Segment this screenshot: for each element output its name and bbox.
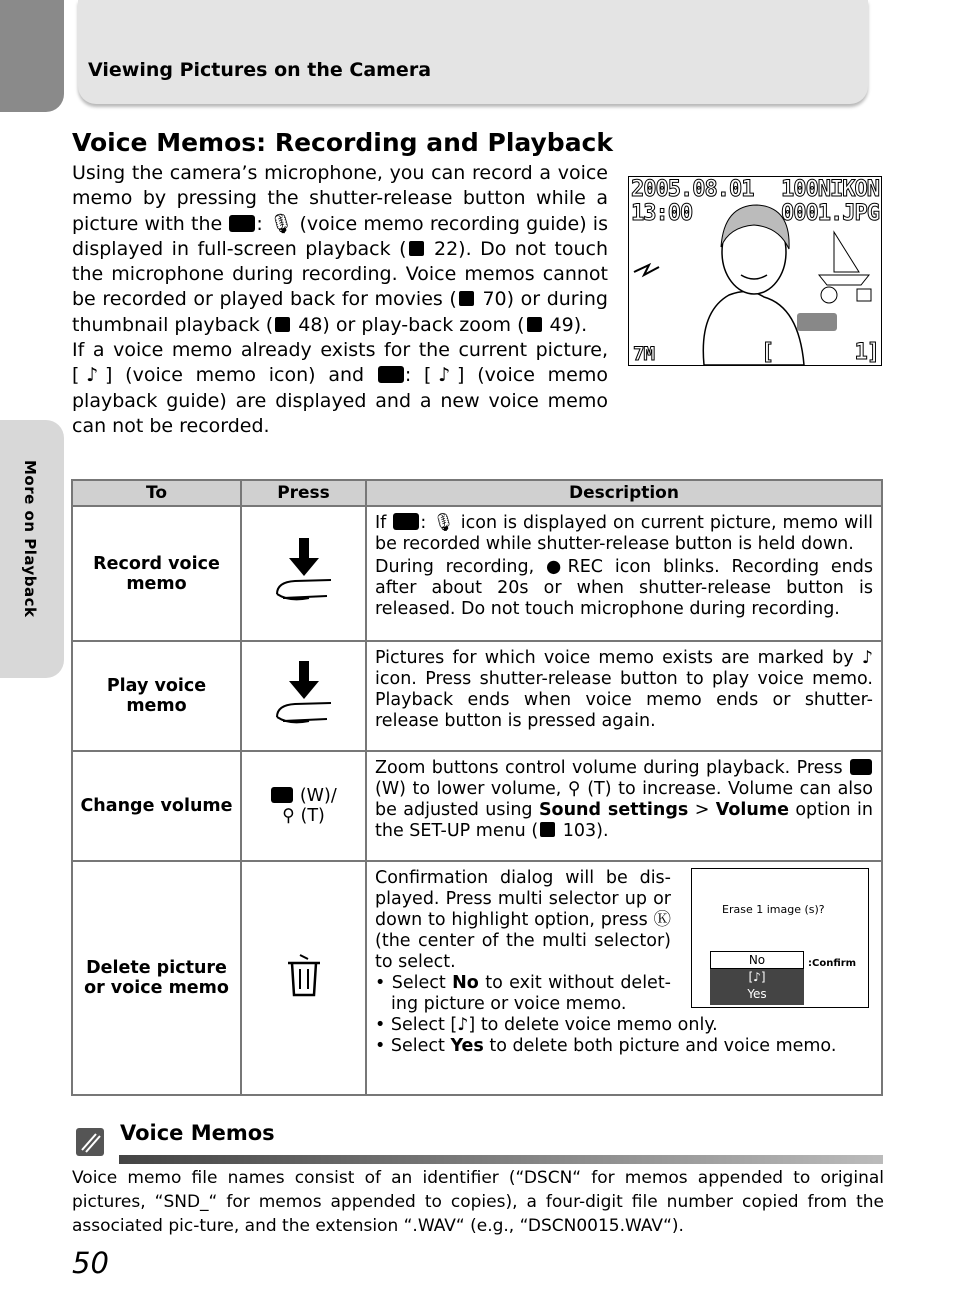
- desc-text: to exit without delet-ing picture or voice memo.: [391, 973, 671, 1014]
- list-item: • Select [♪] to delete voice memo only.: [375, 1015, 718, 1035]
- shutter-release-icon: [269, 536, 339, 606]
- playback-guide-icon: [229, 215, 255, 232]
- lcd-file: 0001.JPG: [781, 201, 879, 226]
- lcd-count-right: 1]: [854, 340, 879, 365]
- lcd-date: 2005.08.01: [631, 177, 754, 202]
- press-cell: [241, 861, 366, 1095]
- lcd-time: 13:00: [631, 201, 693, 226]
- desc-para: During recording, ●REC icon blinks. Recording ends after about 20s or when shutter-release button is released. Do not touch microphone during recording.: [375, 557, 873, 619]
- press-t: (T): [300, 806, 325, 826]
- row-description: [366, 751, 882, 861]
- erase-option-memo: [♪]: [748, 970, 766, 984]
- table-row: [72, 861, 882, 1095]
- para1-ref3: 48) or play-back zoom (: [292, 313, 525, 336]
- erase-option-yes: Yes: [747, 987, 767, 1001]
- para2-a: If a voice memo already exists for the current picture, [♪] (voice memo icon) and: [72, 339, 608, 387]
- intro-para-1: [72, 161, 608, 338]
- para1-ref2: 70) or during thumbnail playback (: [72, 288, 608, 336]
- desc-bold: No: [452, 973, 479, 993]
- desc-text: (T) to increase. Volume can also be adjusted using: [375, 779, 873, 820]
- erase-dialog-illustration: [691, 868, 869, 1008]
- desc-text: Confirmation dialog will be dis-played. Press multi selector up or down to highlight option, press: [375, 868, 671, 930]
- table-row: [72, 751, 882, 861]
- lcd-count-left: [: [761, 340, 774, 365]
- microphone-icon: 🎙: [432, 513, 455, 533]
- playback-guide-icon: [393, 513, 419, 530]
- para1-b: :: [256, 212, 269, 235]
- note-divider: [119, 1155, 883, 1164]
- corner-tab: [0, 0, 64, 112]
- row-action: Record voice memo: [72, 506, 241, 641]
- para1-a: Using the camera’s microphone, you can record a voice memo by pressing the shutter-release button while a picture with the: [72, 162, 608, 235]
- page-ref-icon: [275, 317, 290, 332]
- lcd-folder: 100NIKON: [781, 177, 879, 202]
- shutter-release-icon: [269, 659, 339, 729]
- zoom-icon: ⚲: [567, 779, 581, 799]
- desc-para: [375, 513, 873, 555]
- desc-bold: Yes: [450, 1036, 484, 1056]
- desc-text: • Select: [375, 973, 453, 993]
- table-header: Press: [241, 480, 366, 506]
- desc-text: 103).: [557, 821, 609, 841]
- intro-para-2: [72, 338, 608, 439]
- thumbnail-icon: [850, 759, 872, 775]
- note-title: Voice Memos: [120, 1121, 275, 1145]
- desc-text: to delete both picture and voice memo.: [483, 1036, 837, 1056]
- table-header-row: [72, 480, 882, 506]
- desc-text: (the center of the multi selector) to select.: [375, 931, 671, 972]
- desc-bold: Sound settings: [538, 800, 689, 820]
- microphone-icon: 🎙: [269, 212, 294, 235]
- desc-text: >: [688, 800, 716, 820]
- lcd-size: 7M: [633, 343, 654, 365]
- desc-text: Zoom buttons control volume during playback. Press: [375, 758, 843, 778]
- desc-text: option in the SET-UP menu (: [375, 800, 873, 841]
- note-pencil-icon: [76, 1128, 104, 1156]
- page-ref-icon: [540, 822, 555, 837]
- camera-lcd-illustration: [628, 176, 882, 366]
- header-title: Viewing Pictures on the Camera: [88, 59, 432, 81]
- table-row: [72, 641, 882, 751]
- thumbnail-icon: [271, 787, 293, 803]
- press-w: (W)/: [299, 786, 337, 806]
- table-row: [72, 506, 882, 641]
- para1-c: (voice memo recording guide) is displayed in full-screen playback (: [72, 212, 608, 260]
- row-description: [366, 861, 882, 1095]
- page-ref-icon: [409, 241, 424, 256]
- intro-text: [72, 161, 608, 439]
- row-action: Play voice memo: [72, 641, 241, 751]
- table-header: To: [72, 480, 241, 506]
- pencil-glyph: [76, 1128, 104, 1156]
- press-cell: [241, 641, 366, 751]
- page-number: 50: [72, 1246, 109, 1280]
- note-body: Voice memo file names consist of an identifier (“DSCN“ for memos appended to original pictures, “SND_“ for memos appended to copies), a four-digit file number copied from the associated pic-ture, and the extension “.WAV“ (e.g., “DSCN0015.WAV“).: [72, 1168, 884, 1236]
- page-ref-icon: [459, 291, 474, 306]
- side-tab-label: More on Playback: [21, 460, 39, 618]
- zoom-icon: ⚲: [282, 806, 295, 826]
- desc-text: If: [375, 513, 387, 533]
- desc-bold: Volume: [715, 800, 789, 820]
- desc-text: (W) to lower volume,: [375, 779, 562, 799]
- operations-table: [71, 479, 883, 1096]
- desc-text: • Select: [375, 1036, 451, 1056]
- para1-ref1: 22). Do not touch the microphone during recording. Voice memos cannot be recorded or played back for movies (: [72, 237, 608, 311]
- erase-options-dark: [710, 969, 804, 1005]
- row-action: Change volume: [72, 751, 241, 861]
- desc-text: icon is displayed on current picture, memo will be recorded while shutter-release button is held down.: [375, 513, 873, 554]
- row-action: Delete picture or voice memo: [72, 861, 241, 1095]
- row-description: Pictures for which voice memo exists are marked by ♪ icon. Press shutter-release button to play voice memo. Playback ends when voice memo ends or shutter-release button is pressed again.: [366, 641, 882, 751]
- erase-option-no: No: [710, 951, 804, 969]
- header-band: [78, 0, 868, 104]
- para2-b: : [♪] (voice memo playback guide) are displayed and a new voice memo can not be recorded.: [72, 364, 609, 437]
- list-item: [375, 1036, 873, 1057]
- press-cell: [241, 506, 366, 641]
- erase-dialog-title: Erase 1 image (s)?: [722, 903, 825, 916]
- erase-confirm: :Confirm: [808, 958, 857, 969]
- ok-icon: Ⓚ: [653, 910, 671, 930]
- trash-icon: [284, 953, 324, 999]
- page-title: Voice Memos: Recording and Playback: [72, 128, 614, 157]
- para1-end: 49).: [543, 313, 588, 336]
- press-cell: [241, 751, 366, 861]
- playback-guide-icon: [378, 366, 404, 383]
- page-ref-icon: [527, 317, 542, 332]
- desc-text: :: [420, 513, 433, 533]
- row-description: [366, 506, 882, 641]
- table-header: Description: [366, 480, 882, 506]
